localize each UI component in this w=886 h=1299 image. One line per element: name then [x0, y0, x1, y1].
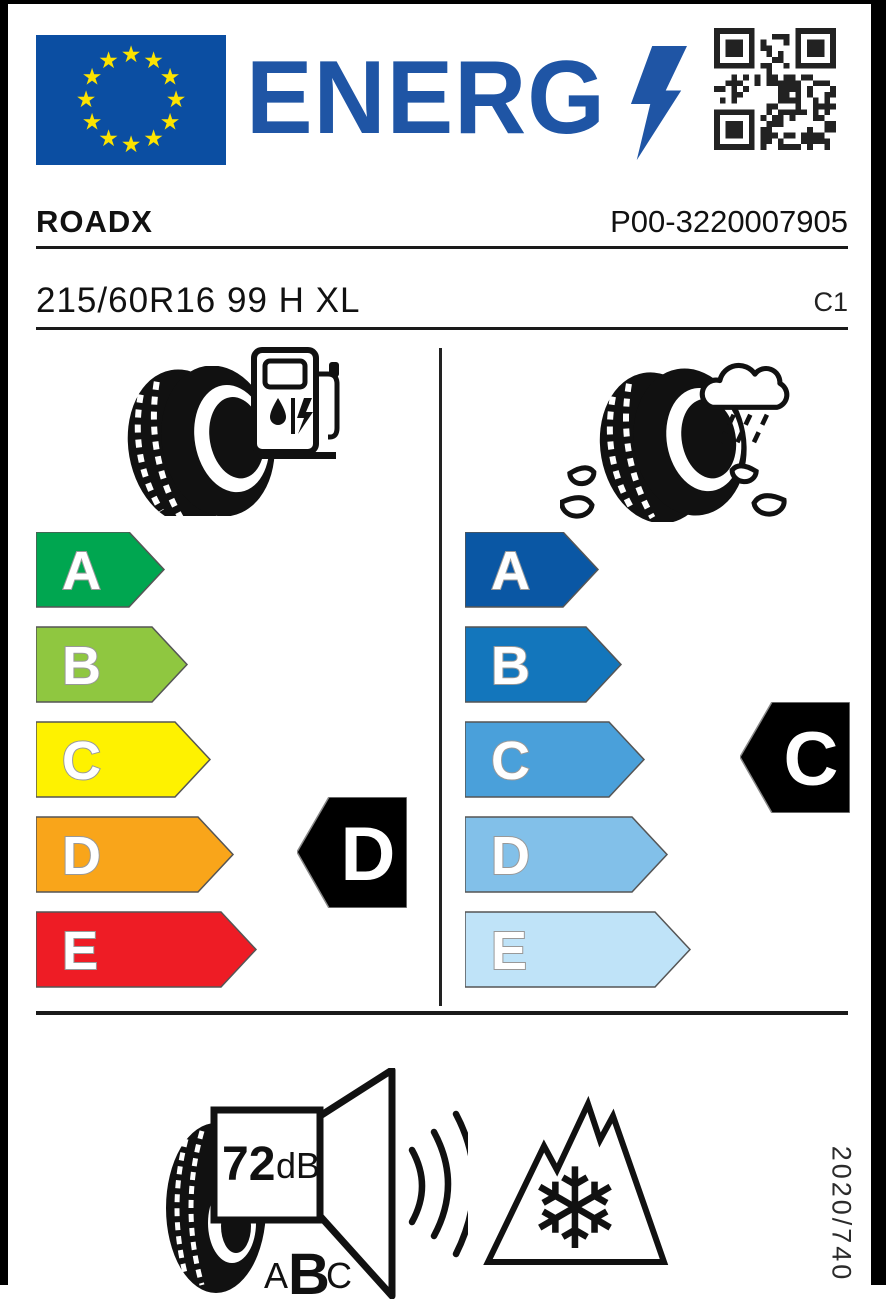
wet-class-letter-e: E [491, 921, 528, 981]
fuel-efficiency-rating [297, 797, 407, 908]
eu-star-icon: ★ [81, 109, 103, 136]
separator-line-1 [36, 246, 848, 249]
fuel-rating-letter: D [340, 812, 396, 897]
noise-value: 72 [222, 1138, 276, 1191]
eu-star-icon: ★ [120, 42, 142, 68]
sound-waves-icon [412, 1114, 468, 1254]
rain-cloud-icon [682, 348, 802, 463]
column-divider [439, 348, 442, 1006]
tyre-class-label: C1 [813, 287, 848, 317]
label-border-top [0, 0, 886, 4]
fuel-class-letter-c: C [62, 731, 101, 791]
snow-grip-icon [478, 1090, 673, 1268]
regulation-number: 2020/740 [826, 1145, 857, 1283]
fuel-class-letter-b: B [62, 636, 101, 696]
fuel-class-letter-d: D [62, 826, 101, 886]
fuel-class-arrow-b [36, 627, 187, 702]
eu-star-icon: ★ [159, 109, 181, 136]
separator-line-3 [36, 1011, 848, 1015]
wet-class-arrow-a [465, 532, 598, 607]
eu-star-icon: ★ [159, 64, 181, 91]
noise-unit: dB [276, 1145, 321, 1186]
snowflake-icon: ❄ [528, 1145, 622, 1268]
eu-star-icon: ★ [81, 64, 103, 91]
noise-class-a: A [264, 1255, 289, 1296]
wet-grip-rating [740, 702, 850, 813]
wet-rating-letter: C [783, 717, 839, 802]
fuel-pump-icon [248, 346, 343, 476]
wet-class-arrow-b [465, 627, 621, 702]
qr-code [714, 28, 836, 150]
noise-class-c: C [326, 1255, 352, 1296]
eu-star-icon: ★ [98, 126, 119, 152]
separator-line-2 [36, 327, 848, 330]
label-border-right [871, 0, 886, 1285]
eu-flag [36, 35, 226, 165]
wet-class-letter-b: B [491, 636, 530, 696]
noise-icon [158, 1068, 468, 1299]
eu-star-icon: ★ [75, 87, 97, 113]
wet-grip-scale [465, 532, 725, 992]
rain-drops [719, 415, 767, 446]
tire-size-designation: 215/60R16 99 H XL [36, 281, 361, 320]
wet-class-letter-d: D [491, 826, 530, 886]
product-code: P00-3220007905 [610, 204, 848, 239]
eu-star-icon: ★ [165, 87, 187, 113]
eu-star-icon: ★ [143, 126, 164, 152]
fuel-class-letter-a: A [62, 541, 101, 601]
lightning-bolt-icon [627, 46, 689, 162]
eu-star-icon: ★ [120, 132, 142, 158]
energy-logo [246, 40, 689, 156]
energy-logo-text: ENERG [246, 40, 606, 156]
brand-name: ROADX [36, 204, 153, 239]
wet-class-letter-c: C [491, 731, 530, 791]
wet-class-letter-a: A [491, 541, 530, 601]
eu-star-icon: ★ [98, 48, 119, 74]
eu-star-icon: ★ [143, 48, 164, 74]
noise-class-b: B [288, 1242, 330, 1299]
fuel-class-letter-e: E [62, 921, 99, 981]
label-border-left [0, 0, 8, 1285]
fuel-efficiency-scale [36, 532, 296, 992]
